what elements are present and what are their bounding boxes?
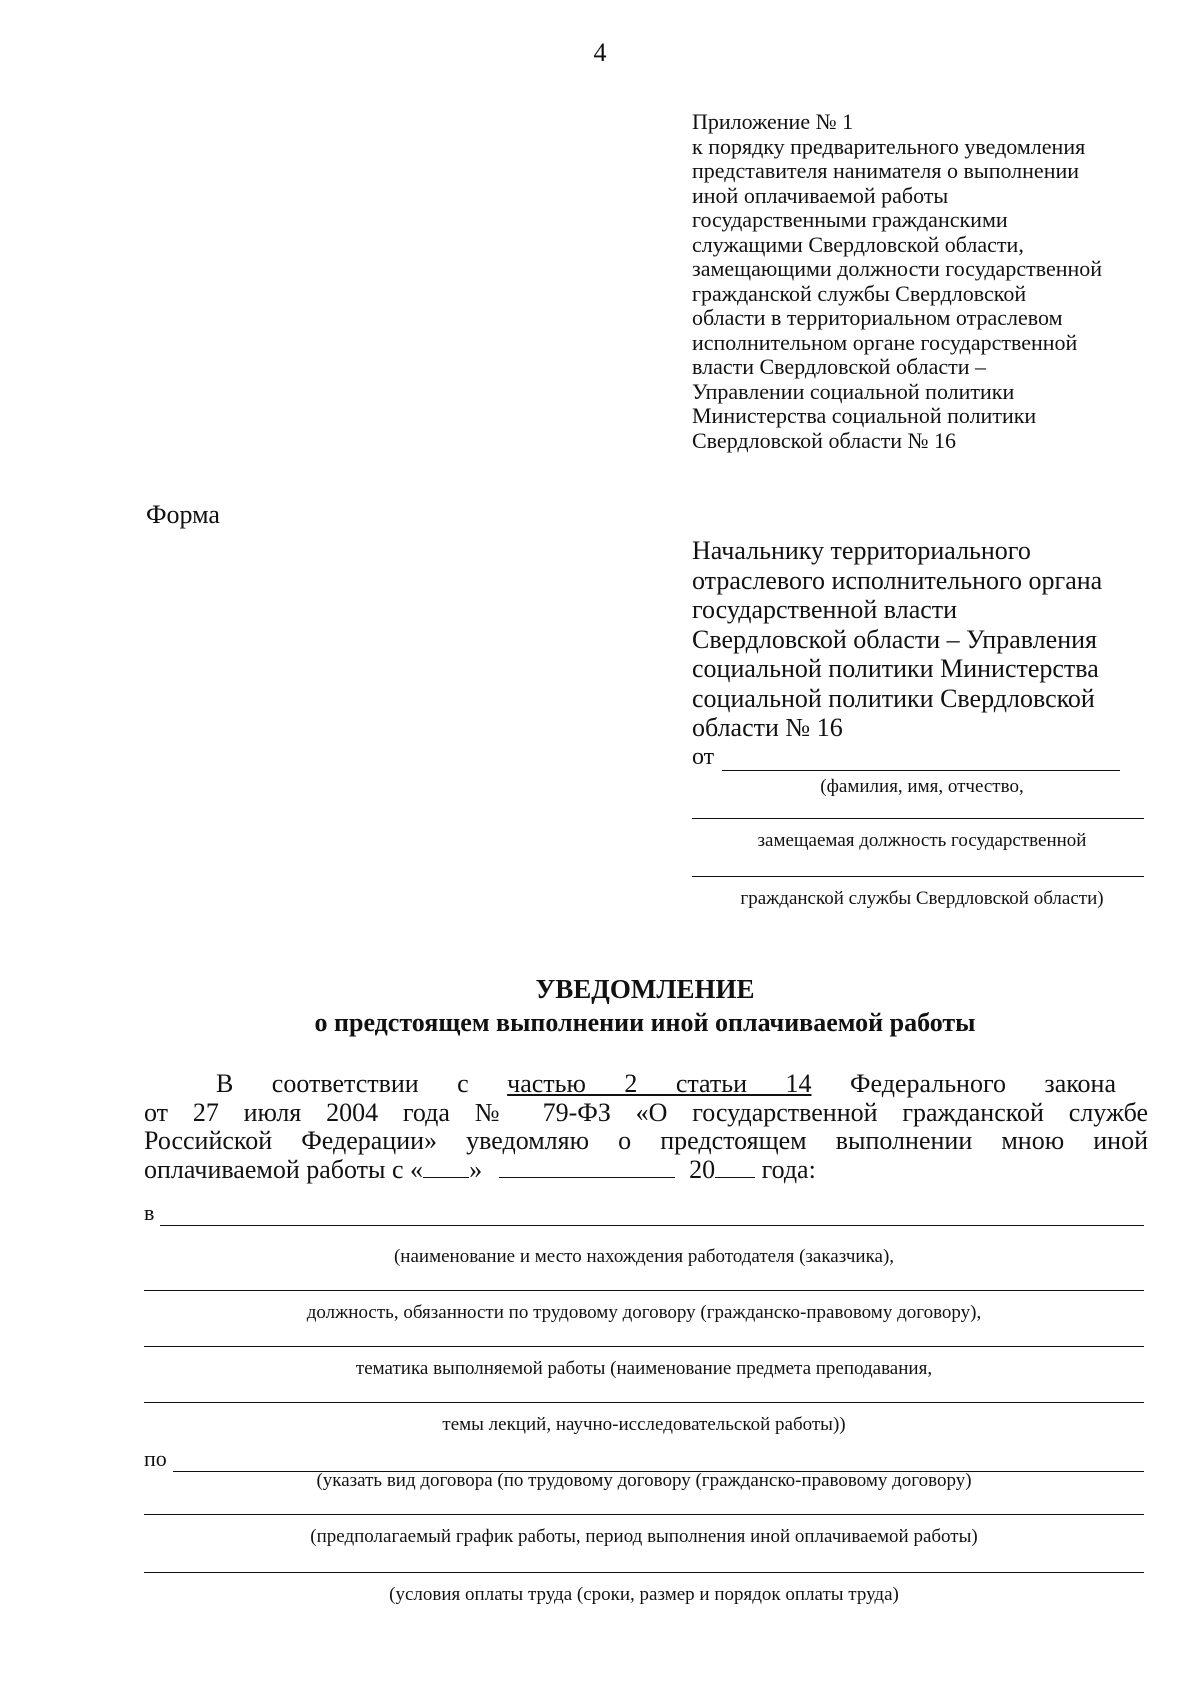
appendix-line: гражданской службы Свердловской — [692, 280, 1027, 306]
lecture-topics-caption: темы лекций, научно-исследовательской работы)) — [442, 1414, 846, 1435]
from-field — [692, 744, 1120, 771]
body-line-4 — [144, 1156, 1148, 1185]
employer-caption: (наименование и место нахождения работодателя (заказчика), — [393, 1246, 895, 1267]
addressee-line: Начальнику территориального — [692, 536, 1031, 565]
schedule-input[interactable] — [144, 1514, 1144, 1515]
duties-caption: должность, обязанности по трудовому договору (гражданско-правовому договору), — [306, 1302, 982, 1323]
addressee-line: Свердловской области – Управления — [692, 624, 1097, 654]
appendix-line: к порядку предварительного уведомления — [692, 133, 1086, 159]
addressee-line: государственной власти — [692, 595, 958, 624]
position-input[interactable] — [692, 818, 1144, 819]
fio-caption: (фамилия, имя, отчество, — [820, 776, 1024, 797]
body-line-2: от 27 июля 2004 года № 79-ФЗ «О государственной гражданской службе — [144, 1097, 1148, 1127]
employer-field — [144, 1200, 1144, 1226]
body-line-1-suffix: Федерального закона — [849, 1069, 1117, 1098]
appendix-line: государственными гражданскими — [692, 207, 1008, 232]
body-line-4-prefix: оплачиваемой работы с « — [144, 1154, 424, 1184]
appendix-line: области в территориальном отраслевом — [692, 305, 1063, 330]
po-label: по — [144, 1446, 167, 1471]
day-input[interactable] — [423, 1157, 469, 1178]
addressee-line: отраслевого исполнительного органа — [692, 565, 1103, 595]
topic-caption: тематика выполняемой работы (наименование предмета преподавания, — [355, 1358, 933, 1379]
appendix-line: Приложение № 1 — [692, 109, 854, 134]
topic-input[interactable] — [144, 1346, 1144, 1347]
addressee-line: социальной политики Министерства — [692, 654, 1099, 683]
law-article-link[interactable]: частью 2 статьи 14 — [507, 1069, 812, 1098]
payment-caption: (условия оплаты труда (сроки, размер и порядок оплаты труда) — [389, 1584, 899, 1605]
appendix-line: исполнительном органе государственной — [692, 329, 1078, 355]
body-line-3: Российской Федерации» уведомляю о предстоящем выполнении мною иной — [144, 1126, 1148, 1155]
appendix-line: Управлении социальной политики — [692, 378, 1015, 404]
document-title: УВЕДОМЛЕНИЕ — [535, 974, 755, 1004]
service-caption: гражданской службы Свердловской области) — [740, 888, 1104, 909]
appendix-line: замещающими должности государственной — [692, 256, 1103, 281]
addressee-line: области № 16 — [692, 713, 843, 742]
position-caption: замещаемая должность государственной — [757, 830, 1087, 851]
service-input[interactable] — [692, 876, 1144, 877]
body-line-1 — [144, 1070, 1116, 1099]
appendix-line: представителя нанимателя о выполнении — [692, 158, 1080, 183]
addressee-line: социальной политики Свердловской — [692, 683, 1095, 713]
year-input[interactable] — [715, 1157, 755, 1178]
appendix-line: власти Свердловской области – — [692, 354, 986, 379]
v-label: в — [144, 1200, 155, 1225]
lecture-topics-input[interactable] — [144, 1402, 1144, 1403]
employer-input[interactable] — [160, 1207, 1144, 1226]
schedule-caption: (предполагаемый график работы, период выполнения иной оплачиваемой работы) — [310, 1526, 978, 1547]
form-label: Форма — [146, 500, 220, 529]
body-paragraph — [144, 1070, 1148, 1184]
month-input[interactable] — [499, 1157, 675, 1178]
quote-close: » — [469, 1154, 483, 1184]
year-prefix: 20 — [689, 1154, 716, 1184]
body-line-1-prefix: В соответствии с — [216, 1069, 469, 1098]
duties-input[interactable] — [144, 1290, 1144, 1291]
document-subtitle: о предстоящем выполнении иной оплачиваемой работы — [314, 1008, 976, 1037]
appendix-line: Министерства социальной политики — [692, 403, 1037, 428]
contract-type-field — [144, 1446, 1144, 1472]
appendix-header — [692, 110, 1172, 453]
page-number: 4 — [593, 38, 607, 67]
from-name-input[interactable] — [722, 748, 1120, 771]
body-line-4-suffix: года: — [761, 1154, 816, 1184]
from-label: от — [692, 744, 715, 770]
contract-type-caption: (указать вид договора (по трудовому договору (гражданско-правовому договору) — [316, 1470, 972, 1491]
payment-input[interactable] — [144, 1572, 1144, 1573]
appendix-line: иной оплачиваемой работы — [692, 182, 949, 208]
appendix-line: служащими Свердловской области, — [692, 231, 1024, 257]
appendix-line: Свердловской области № 16 — [692, 427, 956, 453]
addressee-block — [692, 536, 1172, 743]
